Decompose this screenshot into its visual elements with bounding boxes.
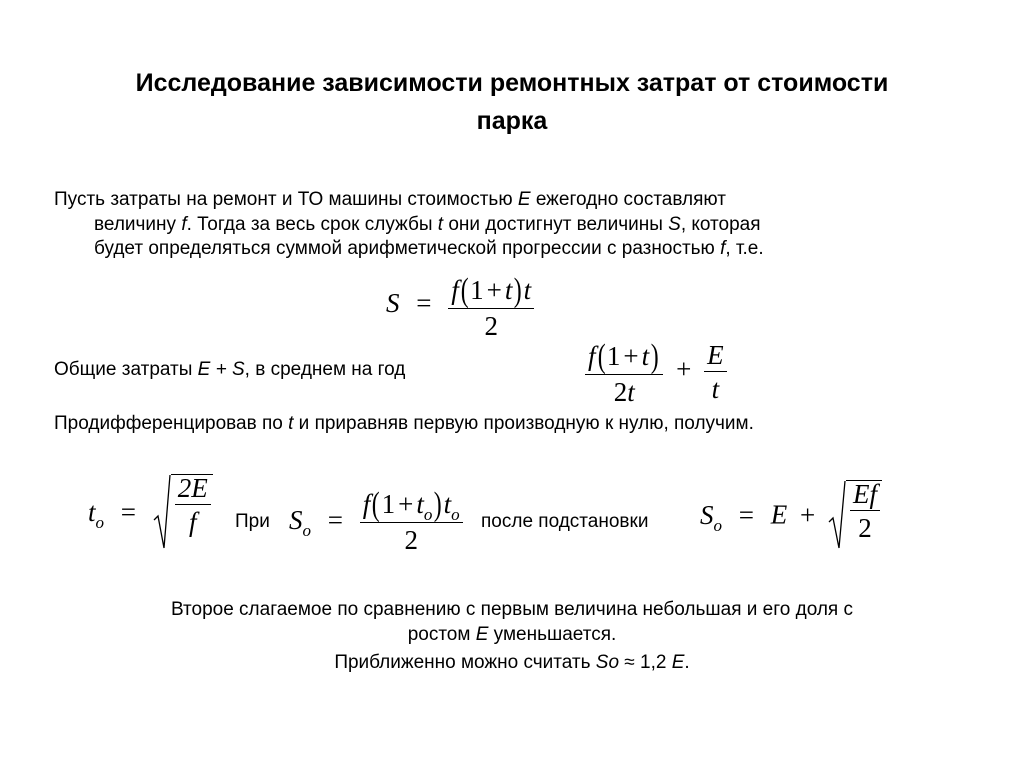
equals-sign: = [120, 496, 136, 527]
text: Общие затраты [54, 359, 198, 380]
var-f: f [451, 275, 459, 305]
paren-close: ) [650, 338, 659, 375]
numerator [175, 475, 211, 505]
intro-line-3 [54, 237, 954, 262]
formula-final [700, 480, 882, 550]
plus-sign: + [486, 275, 502, 305]
subscript: o [423, 505, 433, 524]
fraction [360, 486, 463, 554]
numerator [360, 486, 463, 523]
conclusion-line-1: Второе слагаемое по сравнению с первым величина небольшая и его доля с [170, 599, 853, 620]
conclusion-line-3 [60, 651, 964, 676]
var-S: S [386, 288, 400, 319]
text: уменьшается. [488, 623, 617, 645]
paren-open: ( [460, 272, 469, 309]
radicand [846, 480, 882, 550]
formula-s0 [289, 486, 463, 554]
text: , которая [680, 213, 761, 235]
formula-average [585, 338, 727, 406]
page-title [60, 64, 964, 140]
radical-sign [828, 480, 846, 550]
var-f: f [720, 238, 726, 259]
conclusion [60, 598, 964, 676]
var-t: t [504, 275, 513, 305]
var-So: So [595, 652, 620, 673]
var-E: E [517, 189, 531, 210]
paren-open: ( [597, 338, 606, 375]
conclusion-line-2 [60, 623, 964, 648]
intro-paragraph [54, 188, 954, 262]
total-costs-line [54, 358, 405, 382]
plus-sign: + [398, 489, 414, 519]
text: . [684, 652, 690, 673]
equals-sign: = [416, 288, 432, 319]
text: Пусть затраты на ремонт и ТО машины стоимостью [54, 189, 518, 210]
formula-s [386, 272, 534, 340]
denominator: 2 [858, 513, 872, 543]
var-t: t [443, 489, 452, 519]
differentiate-line [54, 412, 754, 436]
text: ежегодно составляют [530, 189, 726, 210]
var-t: t [437, 213, 444, 235]
title-line-2: парка [476, 107, 548, 135]
fraction-2 [704, 339, 727, 404]
digit: 1 [606, 341, 621, 371]
text: величину [94, 213, 182, 235]
text: будет определяться суммой арифметической прогрессии с разностью [94, 238, 721, 259]
sqrt [828, 480, 882, 550]
paren-close: ) [434, 486, 442, 523]
plus-sign: + [676, 354, 692, 385]
equals-sign: = [327, 504, 343, 535]
subscript: o [95, 512, 105, 532]
expr-Ef: Ef [850, 481, 880, 511]
text: Приближенно можно считать [334, 652, 596, 673]
var-f: f [588, 341, 596, 371]
fraction-1 [585, 338, 663, 406]
numerator [448, 272, 534, 309]
fraction [448, 272, 534, 340]
var-t: t [416, 489, 424, 519]
digit: 2 [613, 377, 628, 407]
title-line-1: Исследование зависимости ремонтных затрат от стоимости [135, 69, 889, 97]
var-f: f [188, 507, 197, 537]
digit: 1 [381, 489, 396, 519]
paren-close: ) [514, 272, 522, 309]
subscript: o [713, 515, 722, 535]
text: ростом [407, 623, 476, 645]
var-E: E [704, 342, 727, 372]
radicand [171, 474, 213, 550]
var-t: t [641, 341, 650, 371]
var-f: f [362, 489, 371, 519]
var-E: E [475, 623, 489, 645]
intro-line-1 [54, 188, 954, 213]
plus-sign: + [623, 341, 639, 371]
text: , т.е. [725, 238, 764, 259]
denominator: 2 [404, 525, 418, 555]
var-S: S [668, 213, 681, 235]
intro-line-2 [54, 213, 954, 238]
var-t: t [627, 377, 635, 407]
when-label: При [235, 511, 270, 532]
subscript: o [302, 520, 311, 540]
subscript: o [451, 505, 460, 524]
denominator [611, 375, 638, 406]
paren-open: ( [371, 486, 380, 523]
after-substitution-label: после подстановки [481, 511, 649, 532]
fraction [850, 481, 880, 542]
var-f: f [181, 213, 187, 235]
var-t: t [88, 496, 96, 527]
plus-sign: + [799, 499, 816, 530]
var-S: S [289, 504, 303, 535]
var-E: E [770, 499, 788, 530]
fraction [175, 475, 211, 536]
var-E: E [671, 652, 685, 673]
text: Продифференцировав по [54, 413, 289, 434]
text: , в среднем на год [244, 359, 406, 380]
text: и приравняв первую производную к нулю, получим. [293, 413, 754, 434]
digit: 1 [470, 275, 484, 305]
var-S: S [700, 499, 714, 530]
var-t: t [523, 275, 532, 305]
text: они достигнут величины [443, 213, 669, 235]
denominator: 2 [484, 311, 498, 341]
text: . Тогда за весь срок службы [186, 213, 438, 235]
sqrt [153, 474, 213, 550]
equals-sign: = [738, 499, 754, 530]
expr-2E: 2E [177, 473, 208, 503]
text: ≈ 1,2 [619, 652, 672, 673]
numerator [585, 338, 663, 375]
var-t: t [288, 413, 294, 434]
radical-sign [153, 474, 171, 550]
var-E-plus-S: E + S [197, 359, 245, 380]
var-t: t [711, 373, 720, 404]
formula-t0 [88, 474, 213, 550]
